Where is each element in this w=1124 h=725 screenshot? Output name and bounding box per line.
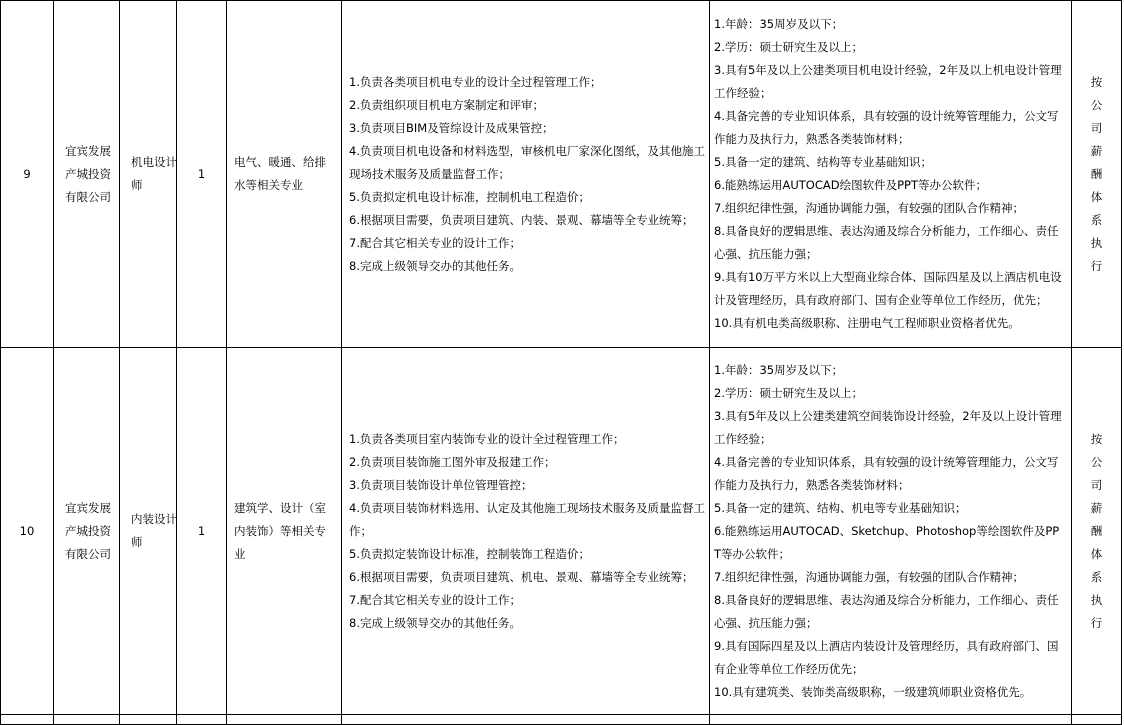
row-number: 10 (1, 348, 54, 715)
duty-item: 7.配合其它相关专业的设计工作； (349, 235, 521, 250)
duty-item: 7.配合其它相关专业的设计工作； (349, 592, 521, 607)
organization-name: 宜宾发展产城投资有限公司 (65, 143, 111, 204)
requirement-item: 5.具备一定的建筑、结构、机电等专业基础知识； (714, 500, 967, 515)
requirements-cell (710, 348, 1072, 715)
table-row-partial (1, 715, 1122, 725)
duty-item: 2.负责项目装饰施工图外审及报建工作； (349, 454, 556, 469)
duty-item: 3.负责项目装饰设计单位管理管控； (349, 477, 533, 492)
requirement-item: 1.年龄：35周岁及以下； (714, 362, 844, 377)
requirement-item: 6.能熟练运用AUTOCAD绘图软件及PPT等办公软件； (714, 178, 987, 192)
requirement-item: 3.具有5年及以上公建类项目机电设计经验，2年及以上机电设计管理工作经验； (714, 63, 1062, 100)
requirement-item: 1.年龄：35周岁及以下； (714, 17, 844, 31)
requirement-item: 10.具有机电类高级职称、注册电气工程师职业资格者优先。 (714, 316, 1020, 330)
duty-item: 3.负责项目BIM及管综设计及成果管控； (349, 120, 554, 135)
requirement-item: 8.具备良好的逻辑思维、表达沟通及综合分析能力，工作细心、责任心强、抗压能力强； (714, 224, 1059, 261)
requirement-item: 4.具备完善的专业知识体系，具有较强的设计统筹管理能力，公文写作能力及执行力，熟悉各类装饰材料； (714, 109, 1059, 146)
duty-item: 8.完成上级领导交办的其他任务。 (349, 615, 521, 630)
row-number: 9 (1, 1, 54, 348)
duties-cell (342, 348, 710, 715)
empty-cell (177, 715, 227, 725)
requirement-item: 5.具备一定的建筑、结构等专业基础知识； (714, 155, 932, 169)
requirement-item: 8.具备良好的逻辑思维、表达沟通及综合分析能力，工作细心、责任心强、抗压能力强； (714, 592, 1059, 630)
requirement-item: 2.学历：硕士研究生及以上； (714, 40, 863, 54)
headcount: 1 (177, 348, 227, 715)
empty-cell (710, 715, 1072, 725)
empty-cell (1072, 715, 1122, 725)
duty-item: 1.负责各类项目机电专业的设计全过程管理工作； (349, 74, 602, 89)
salary-cell (1072, 348, 1122, 715)
organization-cell (54, 1, 120, 348)
requirement-item: 7.组织纪律性强，沟通协调能力强，有较强的团队合作精神； (714, 569, 1024, 584)
position-name: 内装设计师 (131, 512, 177, 549)
major-requirement: 电气、暖通、给排水等相关专业 (227, 1, 342, 348)
empty-cell (1, 715, 54, 725)
requirement-item: 10.具有建筑类、装饰类高级职称，一级建筑师职业资格优先。 (714, 684, 1032, 699)
duty-item: 4.负责项目装饰材料选用、认定及其他施工现场技术服务及质量监督工作； (349, 500, 705, 538)
position-name: 机电设计师 (131, 155, 177, 192)
empty-cell (54, 715, 120, 725)
organization-cell (54, 348, 120, 715)
duty-item: 2.负责组织项目机电方案制定和评审； (349, 97, 544, 112)
requirement-item: 9.具有国际四星及以上酒店内装设计及管理经历，具有政府部门、国有企业等单位工作经历优先； (714, 638, 1059, 676)
duties-cell (342, 1, 710, 348)
position-cell (120, 1, 177, 348)
requirement-item: 6.能熟练运用AUTOCAD、Sketchup、Photoshop等绘图软件及PPT等办公软件； (714, 523, 1060, 561)
requirement-item: 4.具备完善的专业知识体系，具有较强的设计统筹管理能力，公文写作能力及执行力，熟悉各类装饰材料； (714, 454, 1059, 492)
duty-item: 1.负责各类项目室内装饰专业的设计全过程管理工作； (349, 431, 625, 446)
duty-item: 6.根据项目需要，负责项目建筑、内装、景观、幕墙等全专业统筹； (349, 212, 694, 227)
organization-name: 宜宾发展产城投资有限公司 (65, 500, 111, 561)
table-row (1, 348, 1122, 715)
duty-item: 4.负责项目机电设备和材料选型，审核机电厂家深化图纸，及其他施工现场技术服务及质量监督工作； (349, 143, 705, 181)
duty-item: 5.负责拟定装饰设计标准，控制装饰工程造价； (349, 546, 590, 561)
headcount: 1 (177, 1, 227, 348)
requirement-item: 9.具有10万平方米以上大型商业综合体、国际四星及以上酒店机电设计及管理经历，具有政府部门、国有企业等单位工作经历，优先； (714, 270, 1062, 307)
salary-text: 按公司薪酬体系执行 (1090, 431, 1103, 630)
empty-cell (120, 715, 177, 725)
empty-cell (342, 715, 710, 725)
requirement-item: 2.学历：硕士研究生及以上； (714, 385, 863, 400)
table-row (1, 1, 1122, 348)
requirement-item: 3.具有5年及以上公建类建筑空间装饰设计经验，2年及以上设计管理工作经验； (714, 408, 1062, 446)
salary-text: 按公司薪酬体系执行 (1090, 74, 1103, 273)
requirement-item: 7.组织纪律性强，沟通协调能力强，有较强的团队合作精神； (714, 201, 1024, 215)
duty-item: 8.完成上级领导交办的其他任务。 (349, 258, 521, 273)
duty-item: 6.根据项目需要，负责项目建筑、机电、景观、幕墙等全专业统筹； (349, 569, 694, 584)
empty-cell (227, 715, 342, 725)
requirements-cell (710, 1, 1072, 348)
position-cell (120, 348, 177, 715)
duty-item: 5.负责拟定机电设计标准，控制机电工程造价； (349, 189, 590, 204)
salary-cell (1072, 1, 1122, 348)
major-requirement: 建筑学、设计（室内装饰）等相关专业 (227, 348, 342, 715)
